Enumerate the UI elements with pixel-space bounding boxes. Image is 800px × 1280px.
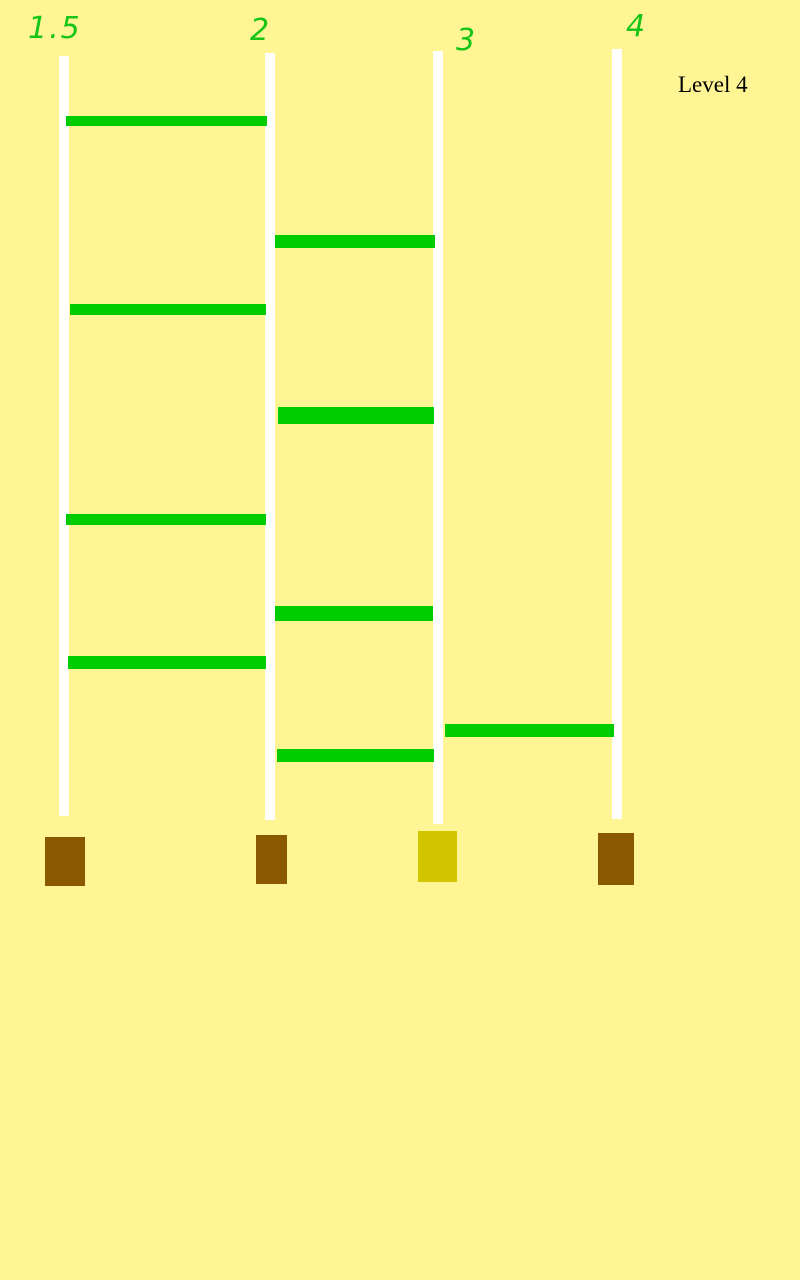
column-label-3: 3 — [456, 23, 478, 58]
rung — [275, 606, 433, 621]
rung — [66, 514, 266, 525]
pole-2 — [265, 53, 275, 820]
rung — [275, 235, 435, 248]
rung — [66, 116, 267, 126]
start-box-2[interactable] — [256, 835, 287, 884]
pole-1 — [59, 56, 69, 816]
pole-4 — [612, 49, 622, 819]
start-box-4[interactable] — [598, 833, 634, 885]
rung — [278, 407, 434, 424]
level-indicator: Level 4 — [678, 72, 748, 97]
column-label-4: 4 — [626, 9, 648, 44]
rung — [68, 656, 266, 669]
rung — [277, 749, 434, 762]
column-label-2: 2 — [250, 13, 272, 48]
start-box-1[interactable] — [45, 837, 85, 886]
start-box-3-selected[interactable] — [418, 831, 457, 882]
column-label-1: 1.5 — [28, 11, 82, 46]
rung — [445, 724, 614, 737]
rung — [70, 304, 266, 315]
pole-3 — [433, 51, 443, 824]
